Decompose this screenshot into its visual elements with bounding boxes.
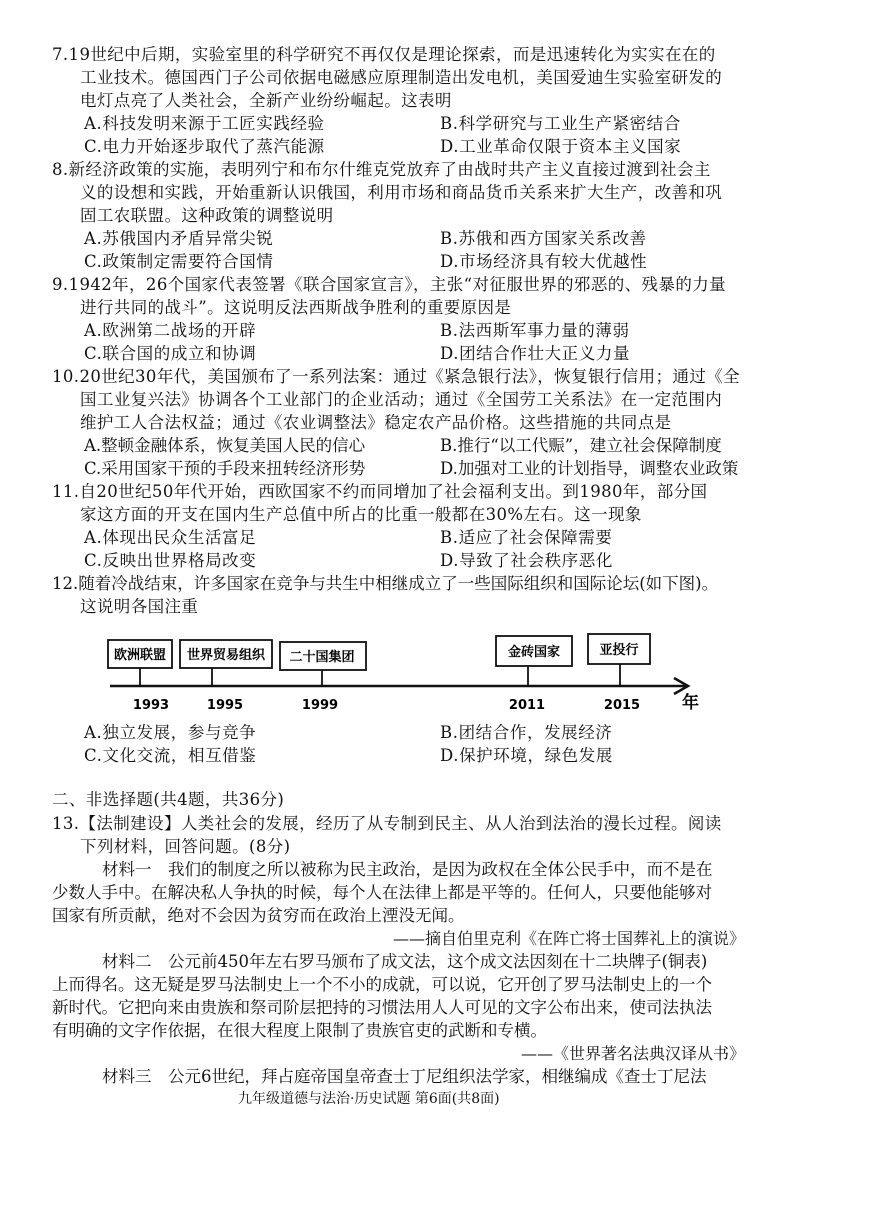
q13-material2-line-4: 有明确的文字作依据，在很大程度上限制了贵族官吏的武断和专横。 (52, 1021, 547, 1040)
q10-option-b: B.推行“以工代赈”，建立社会保障制度 (440, 436, 722, 455)
q12-option-d: D.保护环境，绿色发展 (440, 746, 613, 765)
q9-stem-line-1: 9.1942年，26个国家代表签署《联合国家宣言》，主张“对征服世界的邪恶的、残暴的力量 (52, 275, 727, 294)
q9-stem-line-2: 进行共同的战斗”。这说明反法西斯战争胜利的重要原因是 (80, 298, 512, 317)
q9-option-c: C.联合国的成立和协调 (84, 344, 257, 363)
q10-option-a: A.整顿金融体系，恢复美国人民的信心 (84, 436, 366, 455)
event-label-aiib: 亚投行 (599, 643, 639, 658)
q7-stem-line-3: 电灯点亮了人类社会，全新产业纷纷崛起。这表明 (80, 91, 452, 110)
page-footer: 九年级道德与法治·历史试题 第6面(共8面) (238, 1091, 500, 1107)
q11-stem-line-1: 11.自20世纪50年代开始，西欧国家不约而同增加了社会福利支出。到1980年，部分国 (52, 482, 708, 501)
q12-stem-line-1: 12.随着冷战结束，许多国家在竞争与共生中相继成立了一些国际组织和国际论坛(如下图)。 (52, 574, 719, 593)
q9-option-d: D.团结合作壮大正义力量 (440, 344, 631, 363)
q13-material1-line-1: 材料一 我们的制度之所以被称为民主政治，是因为政权在全体公民手中，而不是在 (102, 860, 713, 879)
q13-material2-line-1: 材料二 公元前450年左右罗马颁布了成文法，这个成文法因刻在十二块牌子(铜表) (102, 952, 708, 971)
q8-option-b: B.苏俄和西方国家关系改善 (440, 229, 647, 248)
q8-stem-line-2: 义的设想和实践，开始重新认识俄国，利用市场和商品货币关系来扩大生产，改善和巩 (80, 183, 723, 202)
q7-option-d: D.工业革命仅限于资本主义国家 (440, 137, 682, 156)
event-year-brics: 2011 (508, 698, 546, 713)
event-year-aiib: 2015 (603, 698, 641, 713)
q13-stem-line-2: 下列材料，回答问题。(8分) (80, 837, 291, 856)
q13-material3-line-1: 材料三 公元6世纪，拜占庭帝国皇帝查士丁尼组织法学家，相继编成《查士丁尼法 (102, 1067, 707, 1086)
axis-unit-label: 年 (682, 693, 699, 713)
q10-stem-line-2: 国工业复兴法》协调各个工业部门的企业活动；通过《全国劳工关系法》在一定范围内 (80, 390, 723, 409)
q10-option-d: D.加强对工业的计划指导，调整农业政策 (440, 459, 739, 478)
q11-option-c: C.反映出世界格局改变 (84, 551, 257, 570)
event-year-wto: 1995 (206, 698, 244, 713)
event-label-wto: 世界贸易组织 (186, 648, 266, 663)
event-year-g20: 1999 (301, 698, 339, 713)
q11-option-a: A.体现出民众生活富足 (84, 528, 257, 547)
q12-stem-line-2: 这说明各国注重 (80, 597, 199, 616)
event-label-g20: 二十国集团 (289, 650, 355, 665)
q12-option-b: B.团结合作，发展经济 (440, 723, 613, 742)
q9-option-b: B.法西斯军事力量的薄弱 (440, 321, 630, 340)
q11-option-d: D.导致了社会秩序恶化 (440, 551, 613, 570)
q13-material2-line-3: 新时代。它把向来由贵族和祭司阶层把持的习惯法用人人可见的文字公布出来，使司法执法 (52, 998, 712, 1017)
q11-stem-line-2: 家这方面的开支在国内生产总值中所占的比重一般都在30%左右。这一现象 (80, 505, 642, 524)
q10-stem-line-3: 维护工人合法权益；通过《农业调整法》稳定农产品价格。这些措施的共同点是 (80, 413, 672, 432)
q8-option-d: D.市场经济具有较大优越性 (440, 252, 648, 271)
q12-option-c: C.文化交流，相互借鉴 (84, 746, 257, 765)
q13-material1-line-2: 少数人手中。在解决私人争执的时候，每个人在法律上都是平等的。任何人，只要他能够对 (52, 883, 712, 902)
q13-material2-line-2: 上而得名。这无疑是罗马法制史上一个不小的成就，可以说，它开创了罗马法制史上的一个 (52, 975, 712, 994)
q7-option-a: A.科技发明来源于工匠实践经验 (84, 114, 325, 133)
section-heading: 二、非选择题(共4题，共36分) (52, 790, 285, 809)
event-year-eu: 1993 (132, 698, 170, 713)
q7-stem-line-2: 工业技术。德国西门子公司依据电磁感应原理制造出发电机，美国爱迪生实验室研发的 (80, 68, 723, 87)
q10-stem-line-1: 10.20世纪30年代，美国颁布了一系列法案：通过《紧急银行法》，恢复银行信用；通过《全 (52, 367, 741, 386)
q12-option-a: A.独立发展，参与竞争 (84, 723, 257, 742)
q10-option-c: C.采用国家干预的手段来扭转经济形势 (84, 459, 366, 478)
q8-option-a: A.苏俄国内矛盾异常尖锐 (84, 229, 274, 248)
q13-material1-line-3: 国家有所贡献，绝对不会因为贫穷而在政治上湮没无闻。 (52, 906, 465, 925)
q7-option-b: B.科学研究与工业生产紧密结合 (440, 114, 681, 133)
q13-material2-source: ——《世界著名法典汉译从书》 (520, 1044, 745, 1063)
q13-stem-line-1: 13.【法制建设】人类社会的发展，经历了从专制到民主、从人治到法治的漫长过程。阅读 (52, 814, 722, 833)
q7-stem-line-1: 7.19世纪中后期，实验室里的科学研究不再仅仅是理论探索，而是迅速转化为实实在在的 (52, 45, 716, 64)
q7-option-c: C.电力开始逐步取代了蒸汽能源 (84, 137, 325, 156)
q9-option-a: A.欧洲第二战场的开辟 (84, 321, 257, 340)
q11-option-b: B.适应了社会保障需要 (440, 528, 613, 547)
event-label-eu: 欧洲联盟 (113, 648, 167, 663)
timeline-figure (100, 628, 720, 718)
event-label-brics: 金砖国家 (507, 645, 561, 660)
q8-stem-line-1: 8.新经济政策的实施，表明列宁和布尔什维克党放弃了由战时共产主义直接过渡到社会主 (52, 160, 711, 179)
q13-material1-source: ——摘自伯里克利《在阵亡将士国葬礼上的演说》 (392, 929, 745, 948)
q8-stem-line-3: 固工农联盟。这种政策的调整说明 (80, 206, 334, 225)
q8-option-c: C.政策制定需要符合国情 (84, 252, 274, 271)
